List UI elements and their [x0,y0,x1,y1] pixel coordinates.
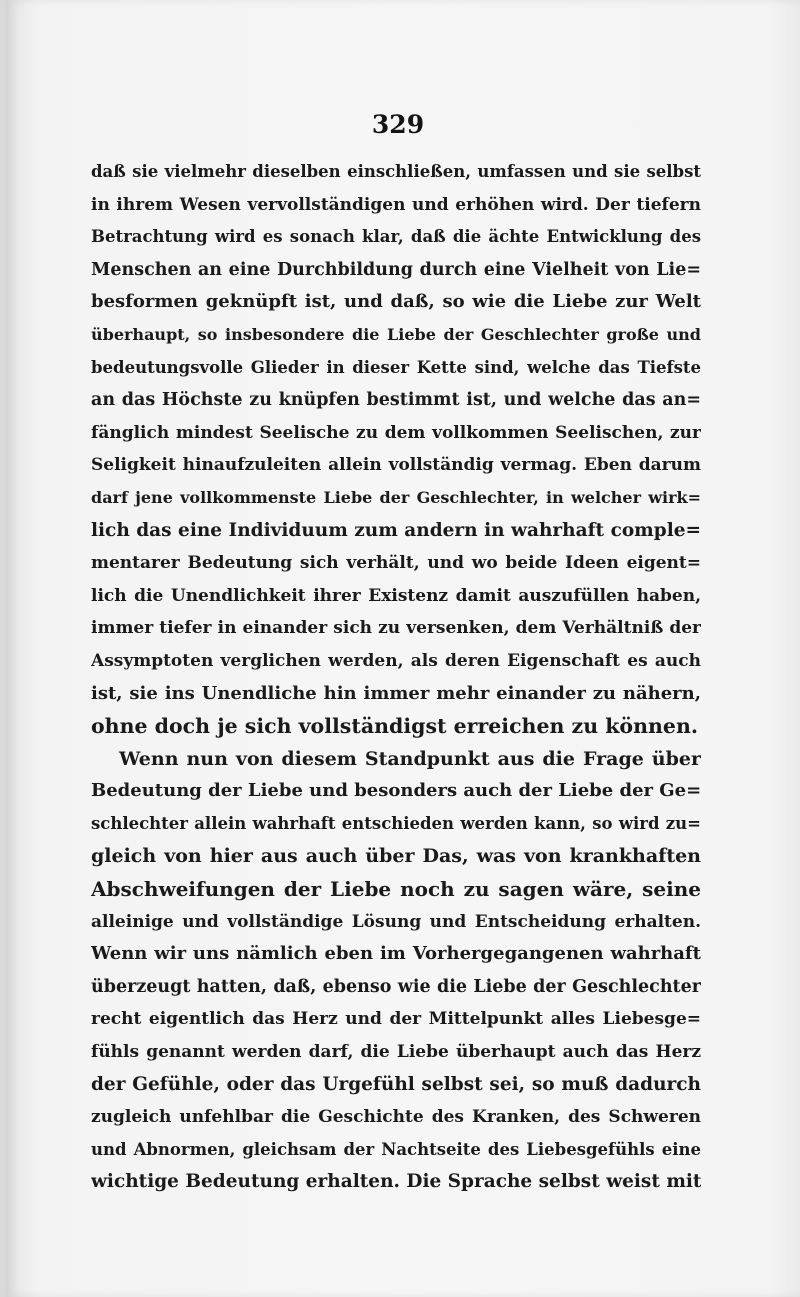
text-line: ist, sie ins Unendliche hin immer mehr einander zu nähern, [91,682,701,704]
text-line: lich die Unendlichkeit ihrer Existenz damit auszufüllen haben, [91,585,701,606]
text-line: ohne doch je sich vollständigst erreichen zu können. [91,714,699,739]
text-line: überzeugt hatten, daß, ebenso wie die Liebe der Geschlechter [91,976,701,997]
text-line: überhaupt, so insbesondere die Liebe der Geschlechter große und [91,324,701,344]
text-line: gleich von hier aus auch über Das, was von krankhaften [91,845,701,868]
text-line: Assymptoten verglichen werden, als deren Eigenschaft es auch [91,650,701,671]
text-line: schlechter allein wahrhaft entschieden werden kann, so wird zu= [91,813,701,833]
text-line: daß sie vielmehr dieselben einschließen, umfassen und sie selbst [91,162,701,181]
text-line: mentarer Bedeutung sich verhält, und wo beide Ideen eigent= [91,553,701,574]
text-line: Betrachtung wird es sonach klar, daß die ächte Entwicklung des [91,227,701,247]
text-line: recht eigentlich das Herz und der Mittelpunkt alles Liebesge= [91,1009,701,1030]
text-line: Abschweifungen der Liebe noch zu sagen wäre, seine [91,877,701,902]
text-line: der Gefühle, oder das Urgefühl selbst sei, so muß dadurch [91,1073,701,1095]
text-line: Bedeutung der Liebe und besonders auch der Liebe der Ge= [91,780,701,802]
book-page [6,0,800,1297]
text-line: in ihrem Wesen vervollständigen und erhöhen wird. Der tiefern [91,194,701,215]
text-line: Seligkeit hinaufzuleiten allein vollständig vermag. Eben darum [91,455,701,476]
text-line: fänglich mindest Seelische zu dem vollkommen Seelischen, zur [91,422,701,443]
text-line: immer tiefer in einander sich zu versenken, dem Verhältniß der [91,618,701,639]
text-line: lich das eine Individuum zum andern in wahrhaft comple= [91,519,701,541]
body-text [91,156,701,1199]
page-number: 329 [371,110,425,139]
text-line: Wenn wir uns nämlich eben im Vorhergegangenen wahrhaft [91,943,701,965]
text-line: darf jene vollkommenste Liebe der Geschlechter, in welcher wirk= [91,487,701,507]
text-line: an das Höchste zu knüpfen bestimmt ist, und welche das an= [91,390,701,411]
text-line: Wenn nun von diesem Standpunkt aus die Frage über [119,747,701,770]
text-line: wichtige Bedeutung erhalten. Die Sprache selbst weist mit [91,1171,701,1193]
text-line: zugleich unfehlbar die Geschichte des Kranken, des Schweren [91,1107,701,1128]
text-line: besformen geknüpft ist, und daß, so wie die Liebe zur Welt [91,291,701,313]
text-line: Menschen an eine Durchbildung durch eine Vielheit von Lie= [91,259,701,280]
text-line: alleinige und vollständige Lösung und Entscheidung erhalten. [91,911,701,932]
text-line: fühls genannt werden darf, die Liebe überhaupt auch das Herz [91,1042,701,1063]
text-line: bedeutungsvolle Glieder in dieser Kette sind, welche das Tiefste [91,357,701,377]
text-line: und Abnormen, gleichsam der Nachtseite des Liebesgefühls eine [91,1139,701,1159]
